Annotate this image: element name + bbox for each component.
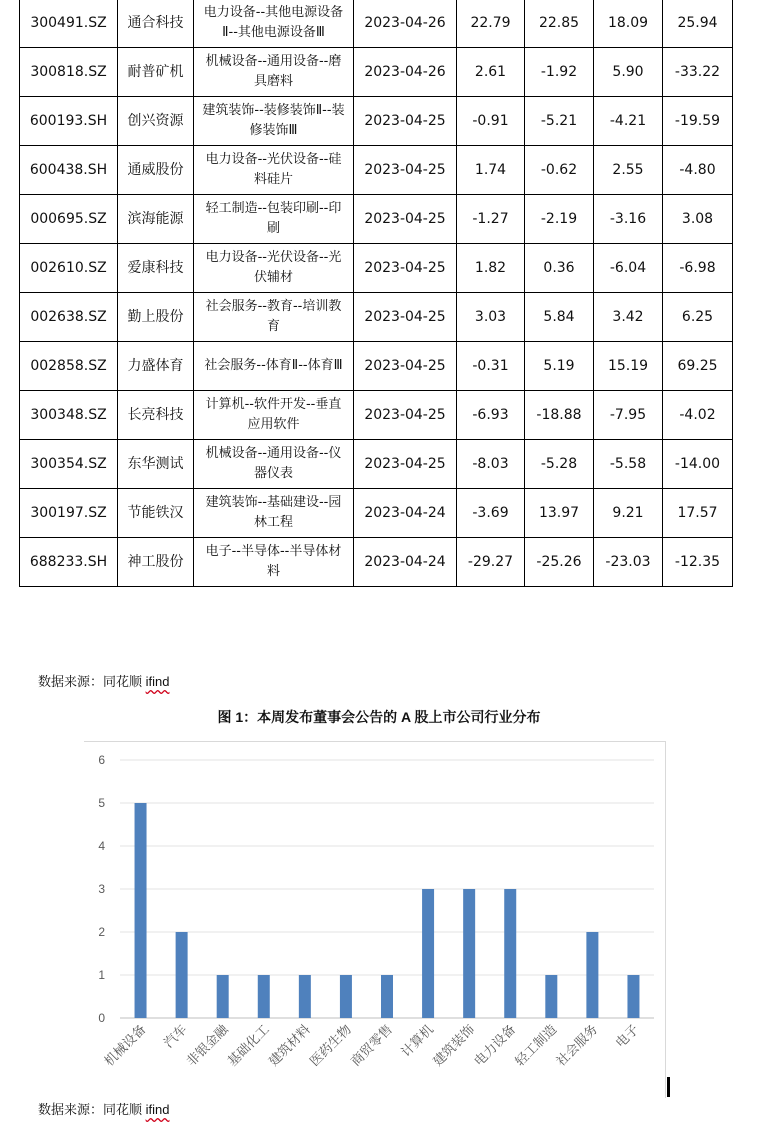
cell-v4: 69.25 (663, 342, 733, 391)
cell-code: 300818.SZ (20, 48, 118, 97)
source-note-prefix: 数据来源：同花顺 (38, 1102, 146, 1117)
cell-v3: -5.58 (594, 440, 663, 489)
y-tick-label: 6 (98, 753, 105, 767)
cell-date: 2023-04-26 (354, 0, 457, 48)
cell-industry: 计算机--软件开发--垂直应用软件 (194, 391, 354, 440)
cell-v2: -2.19 (525, 195, 594, 244)
cell-v1: -0.91 (457, 97, 525, 146)
y-tick-label: 5 (98, 796, 105, 810)
cell-industry: 电力设备--光伏设备--光伏辅材 (194, 244, 354, 293)
cell-v1: -0.31 (457, 342, 525, 391)
cell-v4: -6.98 (663, 244, 733, 293)
source-note-prefix: 数据来源：同花顺 (38, 674, 146, 689)
source-note-brand: ifind (145, 1102, 170, 1117)
bar (176, 932, 188, 1018)
cell-date: 2023-04-26 (354, 48, 457, 97)
x-tick-label: 商贸零售 (348, 1022, 396, 1070)
cell-v4: 6.25 (663, 293, 733, 342)
cell-v1: -29.27 (457, 538, 525, 587)
cell-industry: 电子--半导体--半导体材料 (194, 538, 354, 587)
cell-industry: 轻工制造--包装印刷--印刷 (194, 195, 354, 244)
cell-code: 300491.SZ (20, 0, 118, 48)
cell-v3: 9.21 (594, 489, 663, 538)
cell-v2: -0.62 (525, 146, 594, 195)
cell-v3: 5.90 (594, 48, 663, 97)
bar (586, 932, 598, 1018)
cell-name: 通合科技 (118, 0, 194, 48)
cell-code: 002858.SZ (20, 342, 118, 391)
cell-date: 2023-04-25 (354, 293, 457, 342)
cell-date: 2023-04-25 (354, 391, 457, 440)
cell-industry: 电力设备--其他电源设备Ⅱ--其他电源设备Ⅲ (194, 0, 354, 48)
cell-code: 300354.SZ (20, 440, 118, 489)
cell-v1: 1.82 (457, 244, 525, 293)
cell-date: 2023-04-25 (354, 146, 457, 195)
cell-industry: 电力设备--光伏设备--硅料硅片 (194, 146, 354, 195)
y-tick-label: 1 (98, 968, 105, 982)
bar (545, 975, 557, 1018)
x-tick-label: 电子 (613, 1022, 643, 1052)
bar (217, 975, 229, 1018)
cell-code: 300348.SZ (20, 391, 118, 440)
cell-code: 000695.SZ (20, 195, 118, 244)
cell-code: 300197.SZ (20, 489, 118, 538)
cell-name: 东华测试 (118, 440, 194, 489)
x-tick-label: 汽车 (161, 1022, 191, 1052)
x-tick-label: 基础化工 (225, 1022, 273, 1070)
x-tick-label: 计算机 (398, 1022, 437, 1061)
cell-v4: -4.80 (663, 146, 733, 195)
cell-date: 2023-04-25 (354, 342, 457, 391)
cell-code: 002610.SZ (20, 244, 118, 293)
cell-v1: 2.61 (457, 48, 525, 97)
cell-v2: -5.28 (525, 440, 594, 489)
bar (422, 889, 434, 1018)
cell-v3: -6.04 (594, 244, 663, 293)
x-tick-label: 非银金融 (184, 1022, 232, 1070)
cell-v1: -8.03 (457, 440, 525, 489)
bar (627, 975, 639, 1018)
cell-v2: 5.84 (525, 293, 594, 342)
bar (258, 975, 270, 1018)
bar (340, 975, 352, 1018)
cell-industry: 建筑装饰--装修装饰Ⅱ--装修装饰Ⅲ (194, 97, 354, 146)
cell-v2: -18.88 (525, 391, 594, 440)
figure-title: 图 1：本周发布董事会公告的 A 股上市公司行业分布 (217, 709, 541, 725)
cell-v3: 15.19 (594, 342, 663, 391)
cell-industry: 机械设备--通用设备--磨具磨料 (194, 48, 354, 97)
cell-code: 600193.SH (20, 97, 118, 146)
cell-name: 爱康科技 (118, 244, 194, 293)
cell-date: 2023-04-25 (354, 195, 457, 244)
source-note-brand: ifind (145, 674, 170, 689)
cell-v2: -25.26 (525, 538, 594, 587)
bar (135, 803, 147, 1018)
cell-name: 耐普矿机 (118, 48, 194, 97)
x-tick-label: 社会服务 (553, 1022, 602, 1070)
cell-v4: -19.59 (663, 97, 733, 146)
cell-v1: -6.93 (457, 391, 525, 440)
cell-v1: 3.03 (457, 293, 525, 342)
cell-v1: 1.74 (457, 146, 525, 195)
bar (463, 889, 475, 1018)
x-tick-label: 建筑材料 (266, 1022, 314, 1070)
cell-v3: -23.03 (594, 538, 663, 587)
cell-date: 2023-04-24 (354, 489, 457, 538)
bar (381, 975, 393, 1018)
cell-v3: -4.21 (594, 97, 663, 146)
cell-name: 节能铁汉 (118, 489, 194, 538)
cell-v1: -3.69 (457, 489, 525, 538)
cell-v2: 22.85 (525, 0, 594, 48)
cell-industry: 建筑装饰--基础建设--园林工程 (194, 489, 354, 538)
cell-date: 2023-04-25 (354, 244, 457, 293)
x-tick-label: 建筑装饰 (430, 1022, 478, 1070)
cell-v4: -12.35 (663, 538, 733, 587)
cell-name: 长亮科技 (118, 391, 194, 440)
cell-date: 2023-04-24 (354, 538, 457, 587)
x-tick-label: 机械设备 (101, 1022, 150, 1070)
cell-v2: -5.21 (525, 97, 594, 146)
cell-industry: 机械设备--通用设备--仪器仪表 (194, 440, 354, 489)
cell-v2: 5.19 (525, 342, 594, 391)
cell-v1: 22.79 (457, 0, 525, 48)
cell-name: 通威股份 (118, 146, 194, 195)
cell-v4: 17.57 (663, 489, 733, 538)
cell-v3: 18.09 (594, 0, 663, 48)
cell-industry: 社会服务--教育--培训教育 (194, 293, 354, 342)
cell-name: 滨海能源 (118, 195, 194, 244)
bar (504, 889, 516, 1018)
cell-v1: -1.27 (457, 195, 525, 244)
x-tick-label: 电力设备 (471, 1022, 520, 1070)
x-tick-label: 医药生物 (307, 1022, 355, 1070)
cell-v4: -14.00 (663, 440, 733, 489)
cell-v3: -7.95 (594, 391, 663, 440)
cell-v2: -1.92 (525, 48, 594, 97)
cell-v3: -3.16 (594, 195, 663, 244)
cell-name: 创兴资源 (118, 97, 194, 146)
text-cursor (667, 1077, 670, 1097)
cell-code: 688233.SH (20, 538, 118, 587)
y-tick-label: 3 (98, 882, 105, 896)
cell-v3: 2.55 (594, 146, 663, 195)
x-tick-label: 轻工制造 (512, 1022, 561, 1070)
bar (299, 975, 311, 1018)
cell-industry: 社会服务--体育Ⅱ--体育Ⅲ (194, 342, 354, 391)
cell-v2: 13.97 (525, 489, 594, 538)
cell-date: 2023-04-25 (354, 440, 457, 489)
cell-name: 勤上股份 (118, 293, 194, 342)
cell-v4: 25.94 (663, 0, 733, 48)
source-note-chart (38, 1099, 169, 1118)
cell-date: 2023-04-25 (354, 97, 457, 146)
cell-v4: -33.22 (663, 48, 733, 97)
y-tick-label: 2 (98, 925, 105, 939)
cell-v4: 3.08 (663, 195, 733, 244)
cell-name: 力盛体育 (118, 342, 194, 391)
cell-v3: 3.42 (594, 293, 663, 342)
cell-name: 神工股份 (118, 538, 194, 587)
cell-v4: -4.02 (663, 391, 733, 440)
cell-code: 002638.SZ (20, 293, 118, 342)
y-tick-label: 0 (98, 1011, 105, 1025)
cell-v2: 0.36 (525, 244, 594, 293)
y-tick-label: 4 (98, 839, 105, 853)
cell-code: 600438.SH (20, 146, 118, 195)
